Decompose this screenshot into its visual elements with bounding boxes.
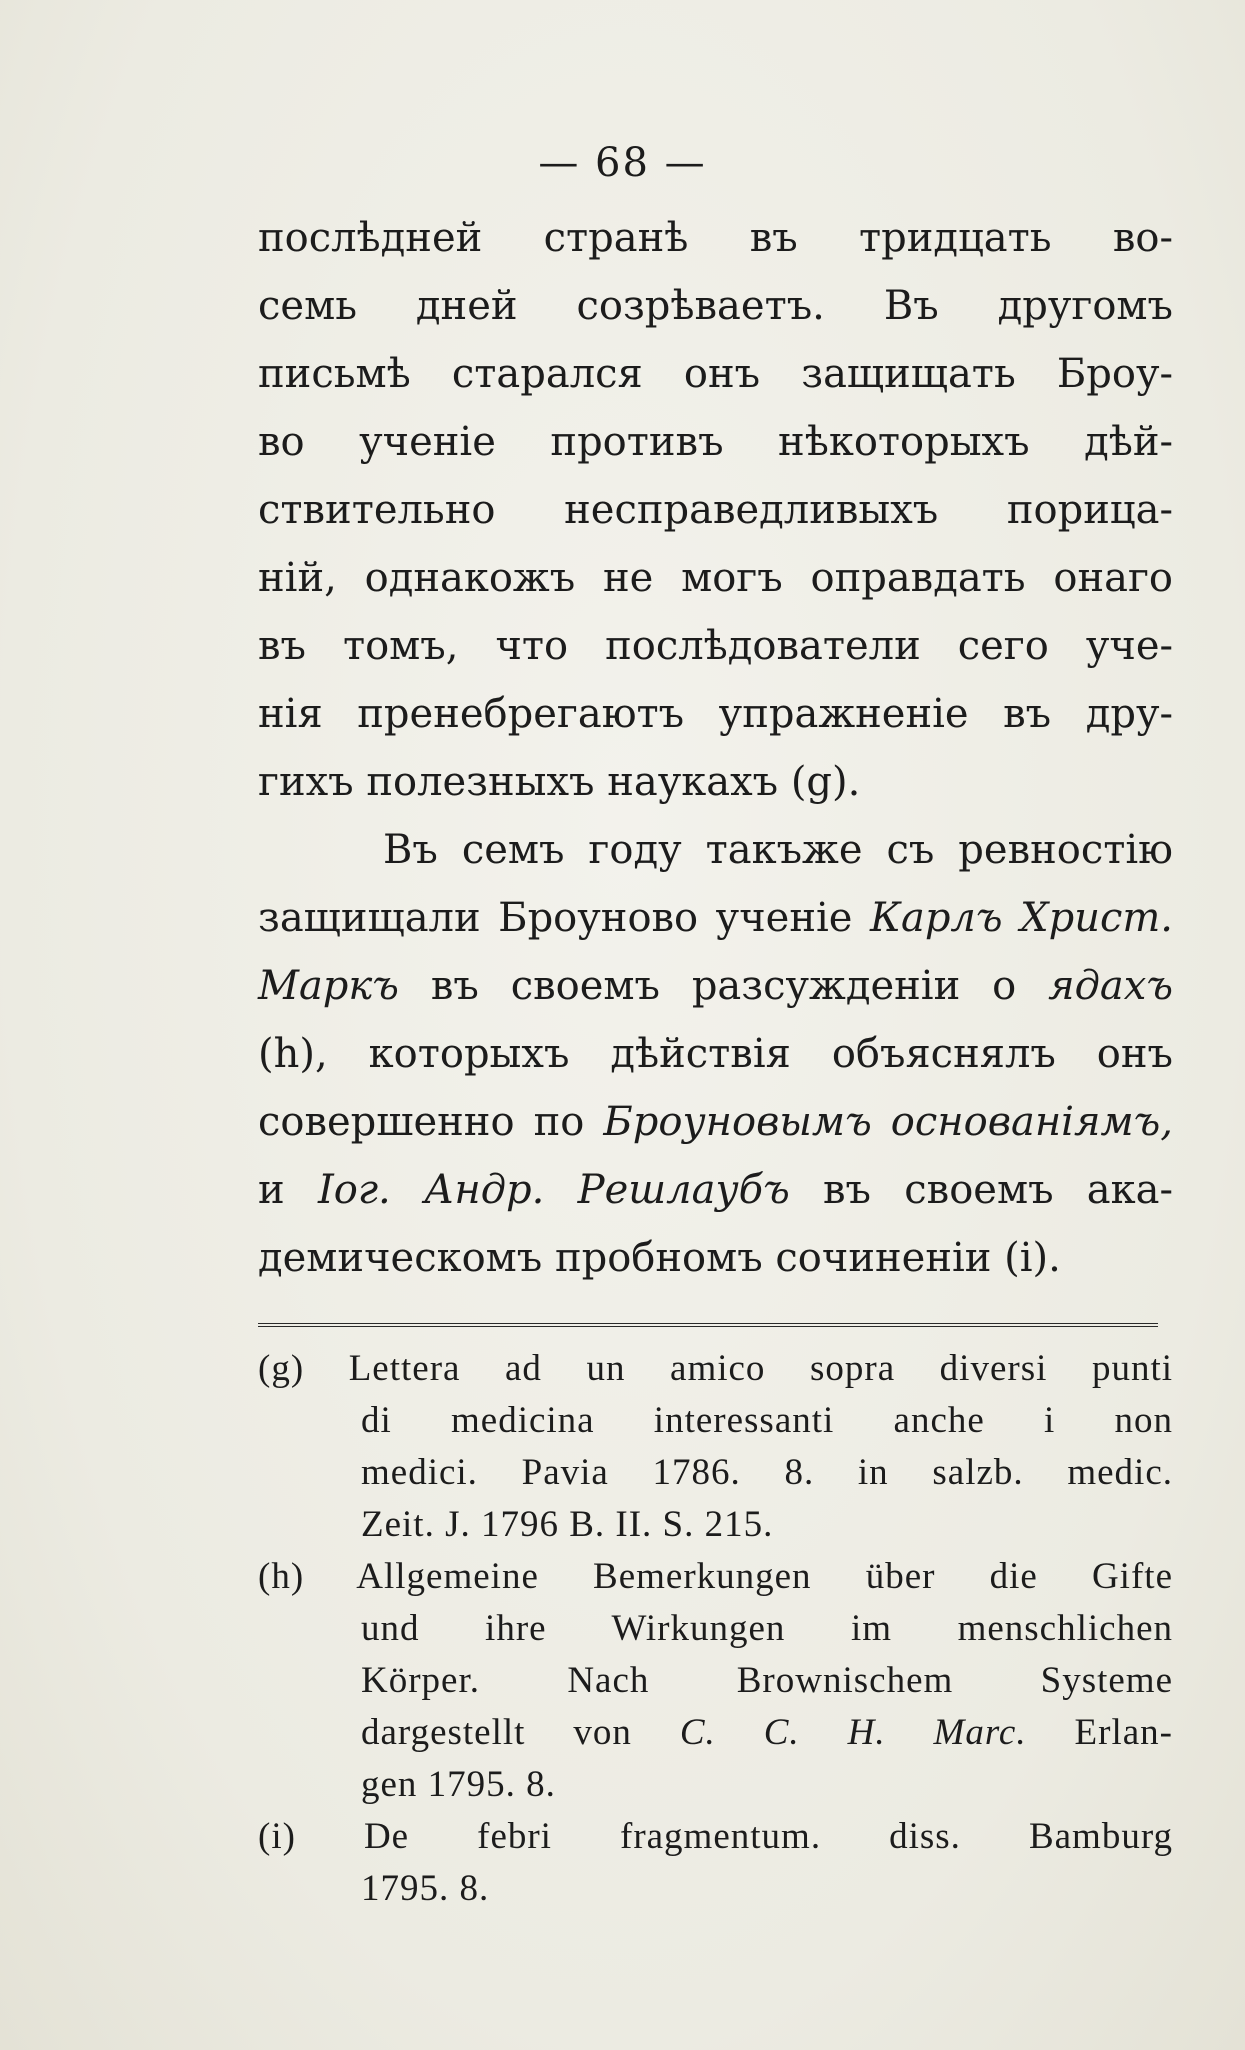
main-text [258, 204, 1173, 1292]
text-line [258, 1156, 1173, 1224]
person-name: Карлъ Христ. [870, 895, 1173, 941]
text-line: ствительно несправедливыхъ порица- [258, 487, 1173, 533]
text-span: dargestellt von [361, 1712, 680, 1753]
footnote-line: Körper. Nach Brownischem Systeme [361, 1660, 1173, 1701]
footnote-line: (g) Lettera ad un amico sopra diversi punti [258, 1348, 1173, 1389]
text-line [258, 1088, 1173, 1156]
text-line: Въ семъ году такъже съ ревностію [383, 827, 1173, 873]
footnote-line [258, 1707, 1173, 1759]
text-line: во ученіе противъ нѣкоторыхъ дѣй- [258, 419, 1173, 465]
text-line [258, 952, 1173, 1020]
footnote-separator [258, 1323, 1158, 1327]
text-line: семь дней созрѣваетъ. Въ другомъ [258, 283, 1173, 329]
page-number: — 68 — [538, 140, 707, 186]
footnote-line: medici. Pavia 1786. 8. in salzb. medic. [361, 1452, 1173, 1493]
footnotes [258, 1343, 1173, 1915]
footnote-g [258, 1343, 1173, 1551]
text-span: и [258, 1167, 318, 1213]
footnote-line: gen 1795. 8. [361, 1764, 556, 1805]
text-line [258, 884, 1173, 952]
text-span: совершенно по [258, 1099, 604, 1145]
footnote-line: 1795. 8. [361, 1868, 490, 1909]
footnote-line: Zeit. J. 1796 B. II. S. 215. [361, 1504, 774, 1545]
footnote-h [258, 1551, 1173, 1811]
footnote-line: (i) De febri fragmentum. diss. Bamburg [258, 1816, 1173, 1857]
text-line: письмѣ старался онъ защищать Броу- [258, 351, 1173, 397]
footnote-i [258, 1811, 1173, 1915]
text-line: послѣдней странѣ въ тридцать во- [258, 215, 1173, 261]
text-line: демическомъ пробномъ сочиненіи (i). [258, 1235, 1061, 1281]
text-line: (h), которыхъ дѣйствія объяснялъ онъ [258, 1031, 1173, 1077]
work-title: ядахъ [1048, 963, 1173, 1009]
footnote-line: di medicina interessanti anche i non [361, 1400, 1173, 1441]
text-line: гихъ полезныхъ наукахъ (g). [258, 759, 861, 805]
person-name: Маркъ [258, 963, 399, 1009]
text-span: защищали Броуново ученіе [258, 895, 871, 941]
text-line: нія пренебрегаютъ упражненіе въ дру- [258, 691, 1173, 737]
text-line: ній, однакожъ не могъ оправдать онаго [258, 555, 1173, 601]
author-name: C. C. H. Marc. [679, 1712, 1027, 1753]
text-span: въ своемъ разсужденіи о [398, 963, 1049, 1009]
text-span: Erlan- [1026, 1712, 1173, 1753]
text-span: въ своемъ ака- [789, 1167, 1174, 1213]
emphasis: Броуновымъ основаніямъ, [603, 1099, 1173, 1145]
footnote-line: und ihre Wirkungen im menschlichen [361, 1608, 1173, 1649]
text-line: въ томъ, что послѣдователи сего уче- [258, 623, 1173, 669]
footnote-line: (h) Allgemeine Bemerkungen über die Gifte [258, 1556, 1173, 1597]
person-name: Іог. Андр. Решлаубъ [317, 1167, 790, 1213]
